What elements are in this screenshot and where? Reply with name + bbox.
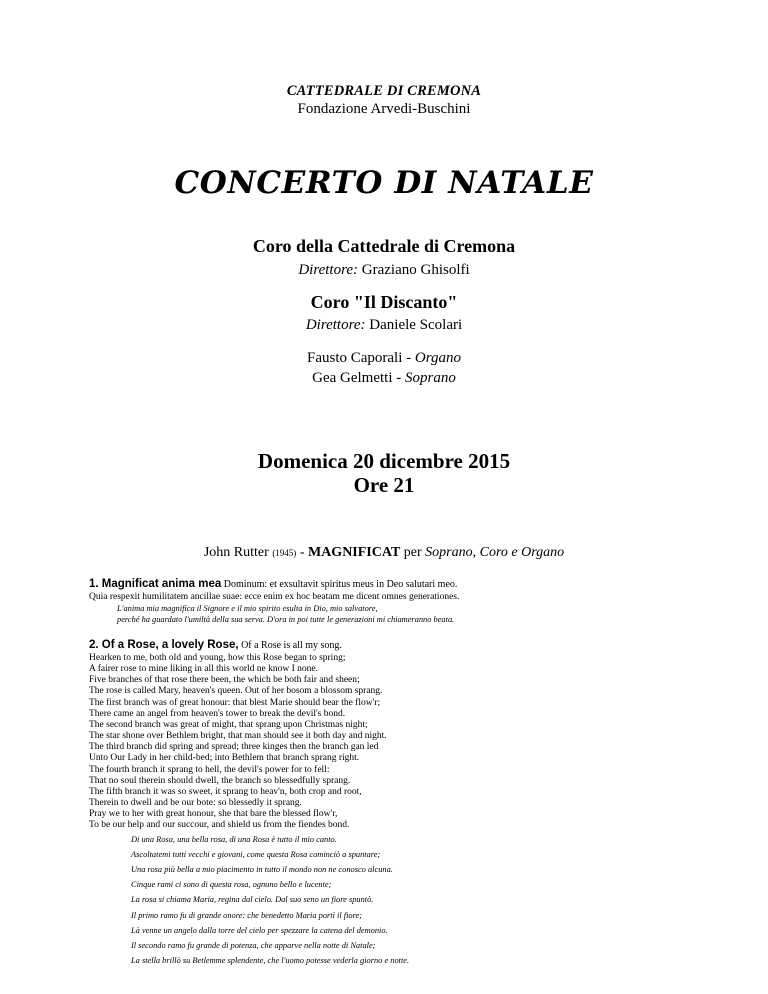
movement-title-rest: Of a Rose is all my song. — [238, 640, 342, 651]
lyric-line: That no soul therein should dwell, the branch so blessedfully sprang. — [89, 775, 351, 786]
lyric-line: A fairer rose to mine liking in all this world ne know I none. — [89, 664, 319, 675]
italian-translation-block — [89, 832, 709, 969]
italian-line: Di una Rosa, una bella rosa, di una Rosa è tutto il mio canto. — [131, 834, 337, 844]
movement-2-heading — [89, 635, 709, 653]
lyric-line: The first branch was of great honour: that blest Marie should bear the flow'r; — [89, 697, 381, 708]
movement-1-heading — [89, 574, 709, 592]
lyric-line: Unto Our Lady in her child-bed; into Bethlem that branch sprang right. — [89, 753, 360, 764]
cathedral-name: CATTEDRALE DI CREMONA — [286, 83, 482, 99]
lyric-line: The second branch was great of might, that sprang upon Christmas night; — [89, 719, 368, 730]
italian-line: Una rosa più bella a mio piacimento in tutto il mondo non ne conosco alcuna. — [131, 864, 393, 874]
lyric-line: The rose is called Mary, heaven's queen. Out of her bosom a blossom sprang. — [89, 686, 383, 697]
program-line — [0, 545, 768, 561]
italian-line: La rosa si chiama Maria, regina dal cielo. Dal suo seno un fiore spuntò. — [131, 895, 374, 905]
choir1-name: Coro della Cattedrale di Cremona — [252, 236, 516, 256]
work-forces: Soprano, Coro e Organo — [425, 545, 565, 560]
latin-line: Quia respexit humilitatem ancillae suae: ecce enim ex hoc beatam me dicent omnes generationes. — [89, 592, 460, 602]
italian-line: Cinque rami ci sono di questa rosa, ognuno bello e lucente; — [131, 880, 332, 890]
lyric-line: Five branches of that rose there been, the which be both fair and sheen; — [89, 675, 360, 686]
soloist-name: Fausto Caporali - — [306, 350, 415, 366]
choir1-director — [0, 262, 768, 279]
concert-title: CONCERTO DI NATALE — [174, 165, 594, 201]
director-name: Daniele Scolari — [365, 317, 463, 333]
lyric-line: To be our help and our succour, and shield us from the fiendes bond. — [89, 820, 350, 831]
work-title: MAGNIFICAT — [307, 545, 401, 560]
choir2-director — [0, 317, 768, 334]
movement-title: 2. Of a Rose, a lovely Rose, — [89, 639, 239, 651]
foundation-name: Fondazione Arvedi-Buschini — [297, 101, 471, 117]
italian-line: perché ha guardato l'umiltà della sua serva. D'ora in poi tutte le generazioni mi chiameranno beata. — [117, 615, 455, 625]
lyric-line: Therein to dwell and be our bote: so blessedly it sprang. — [89, 798, 302, 809]
lyric-line: The star shone over Bethlem bright, that man should see it both day and night. — [89, 731, 387, 742]
per-text: per — [400, 545, 426, 560]
italian-line: Il primo ramo fu di grande onore: che benedetto Maria portì il fiore; — [131, 910, 363, 920]
lyric-line: Pray we to her with great honour, she that bare the blessed flow'r, — [89, 809, 338, 820]
italian-line: Il secondo ramo fu grande di potenza, che apparve nella notte di Natale; — [131, 940, 376, 950]
lyric-line: There came an angel from heaven's tower to break the devil's bond. — [89, 708, 346, 719]
composer-name: John Rutter — [203, 545, 273, 560]
soloist-organ — [0, 350, 768, 367]
movement-title: 1. Magnificat anima mea — [89, 578, 222, 590]
director-role-label: Direttore: — [298, 262, 359, 278]
lyric-line: The third branch did spring and spread; three kinges then the branch gan led — [89, 742, 379, 753]
soloist-name: Gea Gelmetti - — [312, 370, 406, 386]
separator: - — [296, 545, 308, 560]
director-role-label: Direttore: — [305, 317, 366, 333]
italian-line: La stella brillò su Betlemme splendente, che l'uomo potesse vederla giorno e notte. — [131, 956, 410, 966]
soloist-instrument: Soprano — [405, 370, 456, 386]
lyrics-block — [89, 653, 709, 832]
lyric-line: Hearken to me, both old and young, how this Rose began to spring; — [89, 653, 346, 663]
soloist-soprano — [0, 370, 768, 387]
lyric-line: The fifth branch it was so sweet, it sprang to heav'n, both crop and root, — [89, 786, 362, 797]
movement-title-rest: Dominum: et exsultavit spiritus meus in Deo salutari meo. — [221, 579, 458, 590]
lyric-line: The fourth branch it sprang to hell, the devil's power for to fell: — [89, 764, 330, 775]
director-name: Graziano Ghisolfi — [358, 262, 470, 278]
italian-line: Ascoltatemi tutti vecchi e giovani, come questa Rosa cominciò a spuntare; — [131, 849, 381, 859]
concert-time: Ore 21 — [353, 473, 415, 497]
composer-years: (1945) — [272, 548, 297, 558]
italian-line: Là venne un angelo dalla torre del cielo per spezzare la catena del demonio. — [131, 925, 388, 935]
movement-2 — [89, 635, 709, 968]
italian-line: L'anima mia magnifica il Signore e il mio spirito esulta in Dio, mio salvatore, — [117, 604, 378, 614]
movement-1 — [89, 574, 709, 626]
concert-date: Domenica 20 dicembre 2015 — [257, 449, 511, 473]
soloist-instrument: Organo — [414, 350, 462, 366]
choir2-name: Coro "Il Discanto" — [310, 292, 458, 312]
